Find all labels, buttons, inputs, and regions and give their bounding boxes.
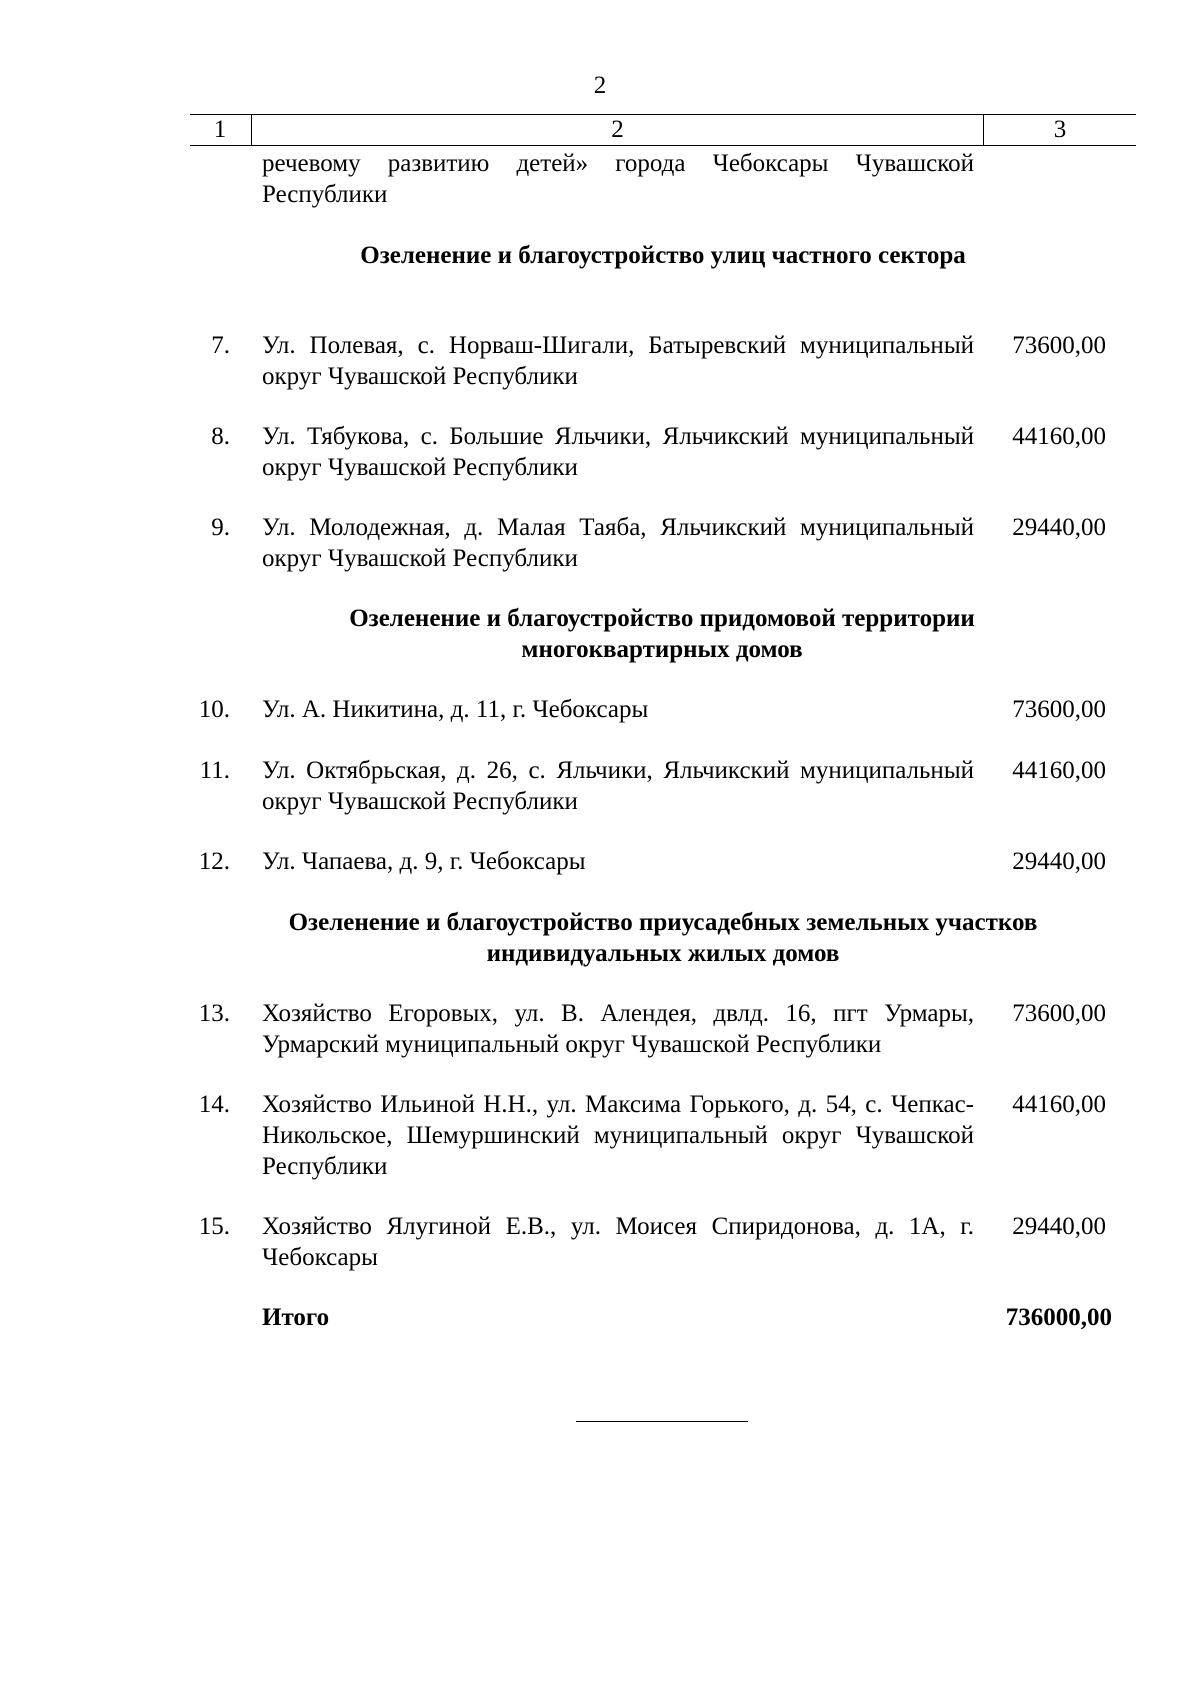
row-text: Ул. Октябрьская, д. 26, с. Яльчики, Яльчикский муниципальный округ Чувашской Республики [262,757,974,815]
end-divider [576,1421,748,1422]
row-text: Ул. Чапаева, д. 9, г. Чебоксары [262,848,586,875]
row-text: Ул. Тябукова, с. Большие Яльчики, Яльчикский муниципальный округ Чувашской Республики [262,423,974,481]
row-amount: 73600,00 [1012,1000,1106,1027]
row-amount: 29440,00 [1012,848,1106,875]
total-amount: 736000,00 [1005,1304,1112,1331]
row-amount: 29440,00 [1012,514,1106,541]
row-text: Хозяйство Ялугиной Е.В., ул. Моисея Спиридонова, д. 1А, г. Чебоксары [262,1213,974,1271]
row-number: 13. [198,1000,230,1027]
row-amount: 29440,00 [1012,1213,1106,1240]
page-number: 2 [593,72,607,99]
row-amount: 44160,00 [1012,423,1106,450]
row-number: 11. [199,757,230,784]
row-number: 10. [198,696,230,723]
row-text: Ул. А. Никитина, д. 11, г. Чебоксары [262,696,649,723]
header-col-3: 3 [1053,116,1067,143]
continuation-text: речевому развитию детей» города Чебоксары Чувашской Республики [262,150,974,208]
row-number: 12. [198,848,230,875]
row-text: Ул. Полевая, с. Норваш-Шигали, Батыревский муниципальный округ Чувашской Республики [262,332,974,390]
row-amount: 73600,00 [1012,332,1106,359]
row-amount: 73600,00 [1012,696,1106,723]
row-number: 15. [198,1213,230,1240]
row-text: Хозяйство Егоровых, ул. В. Алендея, двлд. 16, пгт Урмары, Урмарский муниципальный округ Чувашской Республики [262,1000,974,1058]
row-number: 9. [211,514,230,541]
section-title: Озеленение и благоустройство приусадебных земельных участков индивидуальных жилых домов [288,909,1038,967]
table-header [190,114,1136,146]
row-number: 8. [211,423,230,450]
section-title: Озеленение и благоустройство улиц частного сектора [360,242,966,269]
header-col-2: 2 [251,115,984,145]
row-amount: 44160,00 [1012,1091,1106,1118]
row-number: 7. [211,332,230,359]
section-title: Озеленение и благоустройство придомовой территории многоквартирных домов [349,605,975,663]
total-label: Итого [262,1304,330,1331]
header-col-1: 1 [213,116,227,143]
row-number: 14. [198,1091,230,1118]
row-text: Ул. Молодежная, д. Малая Таяба, Яльчикский муниципальный округ Чувашской Республики [262,514,974,572]
row-amount: 44160,00 [1012,757,1106,784]
row-text: Хозяйство Ильиной Н.Н., ул. Максима Горького, д. 54, с. Чепкас-Никольское, Шемуршинский муниципальный округ Чувашской Республики [262,1091,974,1180]
